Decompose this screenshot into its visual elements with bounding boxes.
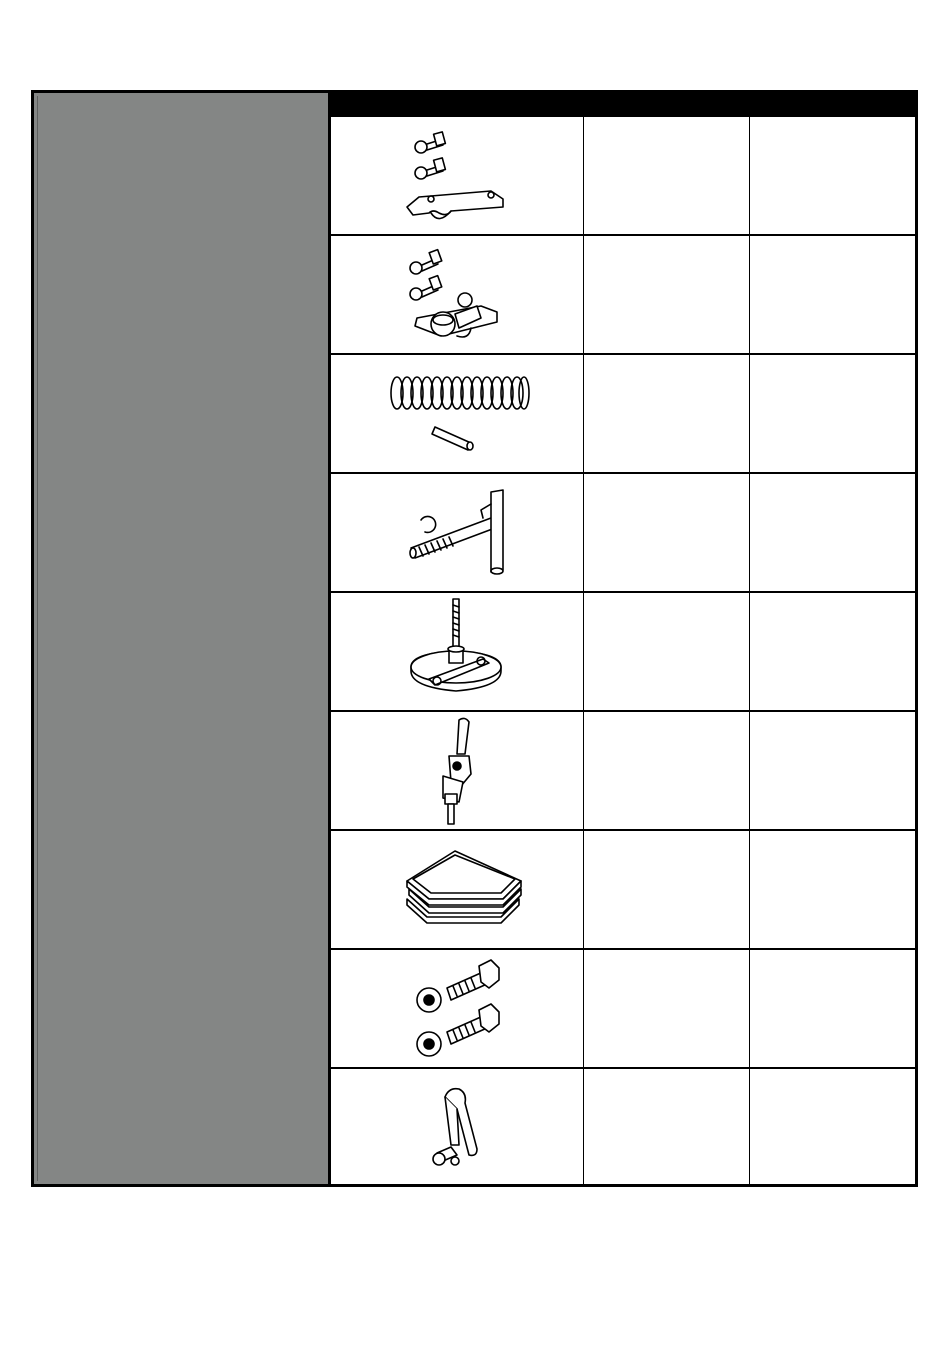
table-row [331, 234, 915, 353]
part-image-cell [331, 831, 583, 948]
desc-cell [749, 117, 915, 234]
table-row [331, 353, 915, 472]
qty-cell [583, 117, 749, 234]
desc-cell [749, 1069, 915, 1186]
part-image-cell [331, 593, 583, 710]
part-image-cell [331, 474, 583, 591]
qty-cell [583, 712, 749, 829]
desc-cell [749, 712, 915, 829]
bolts-and-nuts-icon [331, 950, 583, 1067]
bracket-plate-with-bolts-icon [331, 117, 583, 234]
parts-grid [331, 93, 915, 1184]
square-end-cap-icon [331, 831, 583, 948]
qty-cell [583, 950, 749, 1067]
desc-cell [749, 474, 915, 591]
parts-table-frame [31, 90, 918, 1187]
threaded-rod-with-e-clip-icon [331, 474, 583, 591]
table-row [331, 948, 915, 1067]
table-row [331, 591, 915, 710]
qty-cell [583, 355, 749, 472]
table-row [331, 472, 915, 591]
table-row [331, 829, 915, 948]
cam-lever-icon [331, 1069, 583, 1186]
table-row [331, 710, 915, 829]
header-part [331, 93, 589, 115]
part-image-cell [331, 950, 583, 1067]
qty-cell [583, 593, 749, 710]
spring-and-pin-icon [331, 355, 583, 472]
leveling-foot-icon [331, 593, 583, 710]
sidebar-inner [37, 96, 325, 1181]
toggle-clamp-icon [331, 712, 583, 829]
table-row [331, 1067, 915, 1186]
desc-cell [749, 236, 915, 353]
qty-cell [583, 236, 749, 353]
desc-cell [749, 950, 915, 1067]
desc-cell [749, 355, 915, 472]
part-image-cell [331, 712, 583, 829]
header-desc [761, 93, 915, 115]
part-image-cell [331, 117, 583, 234]
qty-cell [583, 1069, 749, 1186]
part-image-cell [331, 1069, 583, 1186]
header-qty [589, 93, 761, 115]
latch-bracket-with-bolts-icon [331, 236, 583, 353]
table-row [331, 115, 915, 234]
sidebar-panel [34, 93, 331, 1184]
part-image-cell [331, 355, 583, 472]
part-image-cell [331, 236, 583, 353]
desc-cell [749, 831, 915, 948]
qty-cell [583, 474, 749, 591]
table-header [331, 93, 915, 115]
qty-cell [583, 831, 749, 948]
desc-cell [749, 593, 915, 710]
